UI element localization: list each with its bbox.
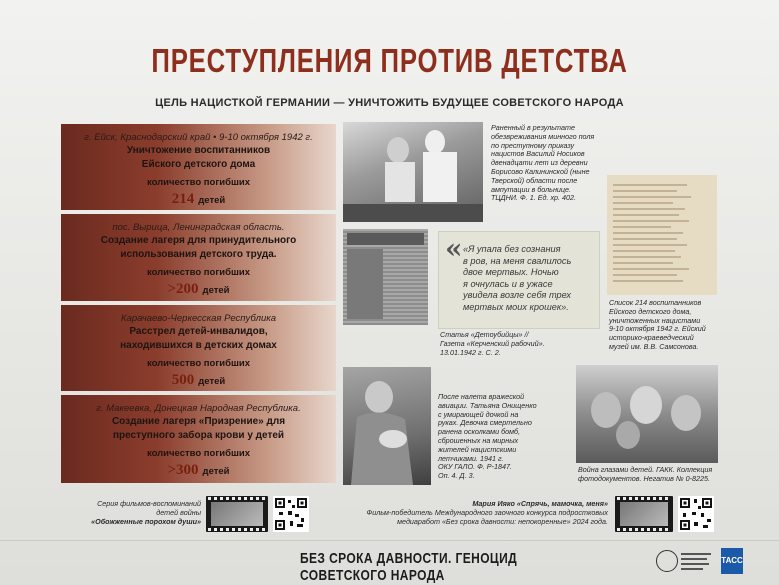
quote-text: «Я упала без сознания в ров, на меня свалилось двое мертвых. Ночью я очнулась и в ужасе увидела возле себя трех мертвых моих крошек». (463, 244, 572, 312)
panel-makeevka (61, 395, 336, 483)
handwriting-icon (607, 175, 717, 295)
panel-yeysk (61, 124, 336, 210)
film-winner-caption: Мария Ияко «Спрячь, мамочка, меня» Фильм-победитель Международного заочного конкурса подростковых медиаработ «Без срока давности: непокоренные» 2024 года. (366, 499, 608, 526)
newspaper-icon (343, 229, 428, 325)
page-subtitle: ЦЕЛЬ НАЦИСТКОЙ ГЕРМАНИИ — УНИЧТОЖИТЬ БУДУЩЕЕ СОВЕТСКОГО НАРОДА (155, 97, 624, 109)
panel-count: 500 (171, 372, 195, 388)
panel-unit: детей (198, 195, 226, 206)
newspaper-photo (343, 229, 428, 325)
panel-event: Создание лагеря «Призрение» для (111, 416, 286, 427)
mother-child-caption: После налета вражеской авиации. Татьяна Онищенко с умирающей дочкой на руках. Девочка смертельно ранена осколками бомб, сброшенных на мирных жителей нацистскими летчиками. 1941 г. ОКУ ГАЛО. Ф. Р-1847. Оп. 4. Д. 3. (438, 392, 537, 481)
children-faces-icon (576, 365, 718, 463)
panel-vyritsa (61, 214, 336, 301)
film-strip-thumbnail[interactable] (206, 496, 268, 532)
film-strip-thumbnail[interactable] (615, 496, 673, 532)
newspaper-caption: Статья «Детоубийцы» // Газета «Керченский рабочий». 13.01.1942 г. С. 2. (440, 330, 545, 357)
panel-count-label: количество погибших (146, 448, 251, 459)
footer-divider (0, 540, 779, 541)
panel-event: Расстрел детей-инвалидов, (129, 326, 268, 337)
panel-place: Карачаево-Черкесская Республика (121, 313, 276, 324)
panel-event: преступного забора крови у детей (112, 430, 285, 441)
panel-karachay (61, 305, 336, 391)
wounded-boy-caption: Раненный в результате обезвреживания минного поля по преступному приказу нацистов Василий Носиков двенадцати лет из деревни Борисово Калининской (ныне Тверской) области после ампутации в больнице. ТЦДНИ. Ф. 1. Ед. хр. 402. (491, 123, 595, 203)
qr-code-icon (678, 496, 714, 532)
panel-event: Уничтожение воспитанников (126, 145, 271, 156)
children-photo (576, 365, 718, 463)
panel-unit: детей (198, 376, 226, 387)
children-list-caption: Список 214 воспитанников Ейского детского дома, уничтоженных нацистами 9-10 октября 1942 г. Ейский историко-краеведческий музей им. В.В. Самсонова. (609, 298, 706, 351)
panel-place: г. Ейск, Краснодарский край • 9-10 октября 1942 г. (84, 132, 313, 143)
mother-figure-icon (343, 367, 431, 485)
photo-figures-icon (343, 122, 483, 222)
panel-count-label: количество погибших (146, 358, 251, 369)
panel-place: пос. Вырица, Ленинградская область. (112, 222, 285, 233)
emblem-icon (656, 550, 678, 572)
panel-event: Ейского детского дома (141, 159, 256, 170)
panel-event: использования детского труда. (120, 249, 277, 260)
panel-count-label: количество погибших (146, 267, 251, 278)
qr-code-left[interactable] (273, 496, 309, 532)
panel-event: Создание лагеря для принудительного (100, 235, 297, 246)
qr-code-icon (273, 496, 309, 532)
children-photo-caption: Война глазами детей. ГАКК. Коллекция фотодокументов. Негатив № 0-8225. (578, 465, 713, 483)
panel-event: находившихся в детских домах (120, 340, 277, 351)
children-list-photo (607, 175, 717, 295)
panel-count: 214 (171, 191, 195, 207)
witness-quote (438, 231, 600, 329)
qr-code-right[interactable] (678, 496, 714, 532)
panel-count-label: количество погибших (146, 177, 251, 188)
quote-mark-icon: « (445, 232, 463, 265)
panel-count: >200 (167, 281, 199, 297)
panel-count: >300 (167, 462, 199, 478)
footer-slogan: БЕЗ СРОКА ДАВНОСТИ. ГЕНОЦИД СОВЕТСКОГО НАРОДА (300, 550, 518, 584)
wounded-boy-photo (343, 122, 483, 222)
film-series-caption: Серия фильмов-воспоминаний детей войны «Обожженные порохом души» (91, 499, 201, 526)
panel-unit: детей (202, 466, 230, 477)
page-title: ПРЕСТУПЛЕНИЯ ПРОТИВ ДЕТСТВА (151, 42, 628, 79)
museum-logo-icon (681, 551, 713, 571)
tass-logo: ТАСС (721, 548, 743, 574)
mother-child-photo (343, 367, 431, 485)
panel-unit: детей (202, 285, 230, 296)
panel-place: г. Макеевка, Донецкая Народная Республика. (96, 403, 301, 414)
